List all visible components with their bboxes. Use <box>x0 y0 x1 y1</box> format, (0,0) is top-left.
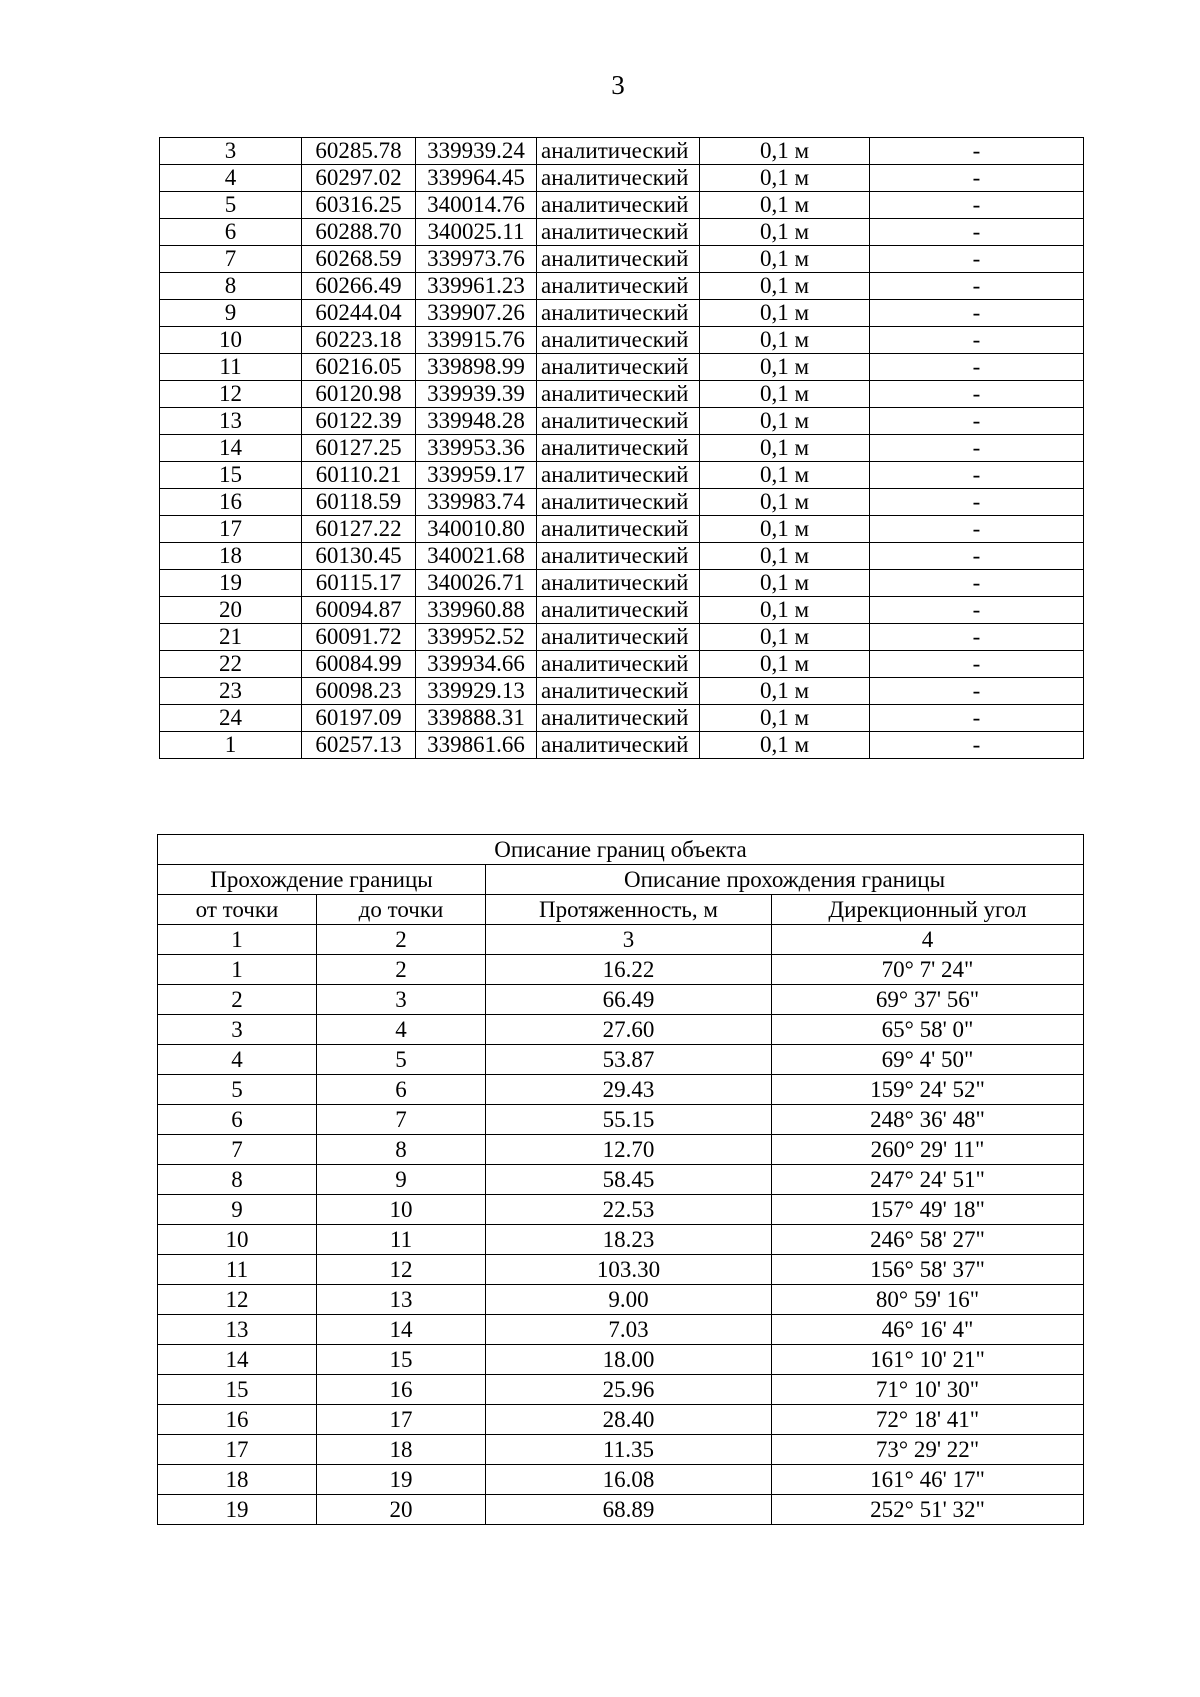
coordinate-row <box>160 219 1084 246</box>
boundary-row <box>158 1195 1084 1225</box>
coord-y: 340014.76 <box>416 192 537 219</box>
boundary-row <box>158 1165 1084 1195</box>
coord-x: 60122.39 <box>302 408 416 435</box>
note: - <box>870 219 1084 246</box>
coord-x: 60268.59 <box>302 246 416 273</box>
to-point: 9 <box>317 1165 486 1195</box>
coord-x: 60118.59 <box>302 489 416 516</box>
note: - <box>870 192 1084 219</box>
boundaries-title: Описание границ объекта <box>158 835 1084 865</box>
to-point: 17 <box>317 1405 486 1435</box>
note: - <box>870 516 1084 543</box>
coord-y: 339929.13 <box>416 678 537 705</box>
point-number: 18 <box>160 543 302 570</box>
to-point: 6 <box>317 1075 486 1105</box>
from-point: 4 <box>158 1045 317 1075</box>
accuracy: 0,1 м <box>700 138 870 165</box>
method: аналитический <box>537 597 700 624</box>
method: аналитический <box>537 705 700 732</box>
segment-length: 58.45 <box>486 1165 772 1195</box>
from-point: 18 <box>158 1465 317 1495</box>
point-number: 17 <box>160 516 302 543</box>
col-length-header: Протяженность, м <box>486 895 772 925</box>
note: - <box>870 651 1084 678</box>
coordinate-row <box>160 165 1084 192</box>
note: - <box>870 381 1084 408</box>
point-number: 22 <box>160 651 302 678</box>
boundary-row <box>158 1255 1084 1285</box>
coord-x: 60285.78 <box>302 138 416 165</box>
note: - <box>870 327 1084 354</box>
coord-x: 60257.13 <box>302 732 416 759</box>
direction-angle: 71° 10' 30" <box>772 1375 1084 1405</box>
coordinate-row <box>160 570 1084 597</box>
segment-length: 9.00 <box>486 1285 772 1315</box>
coordinate-row <box>160 246 1084 273</box>
point-number: 23 <box>160 678 302 705</box>
note: - <box>870 165 1084 192</box>
point-number: 8 <box>160 273 302 300</box>
direction-angle: 246° 58' 27" <box>772 1225 1084 1255</box>
coordinate-row <box>160 543 1084 570</box>
accuracy: 0,1 м <box>700 381 870 408</box>
to-point: 20 <box>317 1495 486 1525</box>
boundary-row <box>158 985 1084 1015</box>
direction-angle: 161° 46' 17" <box>772 1465 1084 1495</box>
direction-angle: 157° 49' 18" <box>772 1195 1084 1225</box>
direction-angle: 260° 29' 11" <box>772 1135 1084 1165</box>
coord-y: 339960.88 <box>416 597 537 624</box>
direction-angle: 161° 10' 21" <box>772 1345 1084 1375</box>
coordinate-row <box>160 408 1084 435</box>
point-number: 6 <box>160 219 302 246</box>
boundary-row <box>158 1225 1084 1255</box>
coordinate-row <box>160 354 1084 381</box>
point-number: 14 <box>160 435 302 462</box>
accuracy: 0,1 м <box>700 570 870 597</box>
coordinate-row <box>160 624 1084 651</box>
method: аналитический <box>537 651 700 678</box>
coordinate-row <box>160 300 1084 327</box>
from-point: 1 <box>158 955 317 985</box>
coord-x: 60127.22 <box>302 516 416 543</box>
boundary-row <box>158 1315 1084 1345</box>
coord-y: 339898.99 <box>416 354 537 381</box>
accuracy: 0,1 м <box>700 165 870 192</box>
from-point: 14 <box>158 1345 317 1375</box>
coordinates-table-body <box>160 138 1084 759</box>
point-number: 15 <box>160 462 302 489</box>
from-point: 16 <box>158 1405 317 1435</box>
method: аналитический <box>537 273 700 300</box>
coord-y: 339959.17 <box>416 462 537 489</box>
from-point: 12 <box>158 1285 317 1315</box>
boundaries-group-header-row <box>158 865 1084 895</box>
accuracy: 0,1 м <box>700 516 870 543</box>
segment-length: 29.43 <box>486 1075 772 1105</box>
direction-angle: 69° 37' 56" <box>772 985 1084 1015</box>
note: - <box>870 543 1084 570</box>
accuracy: 0,1 м <box>700 462 870 489</box>
from-point: 13 <box>158 1315 317 1345</box>
accuracy: 0,1 м <box>700 219 870 246</box>
method: аналитический <box>537 192 700 219</box>
boundary-row <box>158 1375 1084 1405</box>
method: аналитический <box>537 516 700 543</box>
direction-angle: 247° 24' 51" <box>772 1165 1084 1195</box>
col-angle-header: Дирекционный угол <box>772 895 1084 925</box>
direction-angle: 80° 59' 16" <box>772 1285 1084 1315</box>
accuracy: 0,1 м <box>700 624 870 651</box>
from-point: 9 <box>158 1195 317 1225</box>
accuracy: 0,1 м <box>700 408 870 435</box>
method: аналитический <box>537 624 700 651</box>
point-number: 19 <box>160 570 302 597</box>
to-point: 15 <box>317 1345 486 1375</box>
coord-x: 60197.09 <box>302 705 416 732</box>
from-point: 15 <box>158 1375 317 1405</box>
coord-y: 339934.66 <box>416 651 537 678</box>
direction-angle: 65° 58' 0" <box>772 1015 1084 1045</box>
accuracy: 0,1 м <box>700 300 870 327</box>
accuracy: 0,1 м <box>700 489 870 516</box>
coord-x: 60266.49 <box>302 273 416 300</box>
note: - <box>870 462 1084 489</box>
method: аналитический <box>537 435 700 462</box>
segment-length: 18.00 <box>486 1345 772 1375</box>
coord-y: 339952.52 <box>416 624 537 651</box>
boundaries-table-body <box>158 835 1084 1525</box>
segment-length: 27.60 <box>486 1015 772 1045</box>
coordinate-row <box>160 516 1084 543</box>
coord-x: 60115.17 <box>302 570 416 597</box>
coordinate-row <box>160 678 1084 705</box>
segment-length: 53.87 <box>486 1045 772 1075</box>
to-point: 16 <box>317 1375 486 1405</box>
direction-angle: 70° 7' 24" <box>772 955 1084 985</box>
method: аналитический <box>537 732 700 759</box>
coord-y: 339888.31 <box>416 705 537 732</box>
to-point: 4 <box>317 1015 486 1045</box>
passage-header: Прохождение границы <box>158 865 486 895</box>
from-point: 10 <box>158 1225 317 1255</box>
coord-x: 60091.72 <box>302 624 416 651</box>
segment-length: 11.35 <box>486 1435 772 1465</box>
segment-length: 12.70 <box>486 1135 772 1165</box>
boundary-row <box>158 1105 1084 1135</box>
coord-x: 60120.98 <box>302 381 416 408</box>
direction-angle: 69° 4' 50" <box>772 1045 1084 1075</box>
segment-length: 16.22 <box>486 955 772 985</box>
direction-angle: 73° 29' 22" <box>772 1435 1084 1465</box>
boundaries-title-row <box>158 835 1084 865</box>
note: - <box>870 408 1084 435</box>
to-point: 10 <box>317 1195 486 1225</box>
method: аналитический <box>537 219 700 246</box>
boundary-row <box>158 1045 1084 1075</box>
point-number: 1 <box>160 732 302 759</box>
method: аналитический <box>537 300 700 327</box>
coord-y: 339948.28 <box>416 408 537 435</box>
coord-y: 340010.80 <box>416 516 537 543</box>
method: аналитический <box>537 408 700 435</box>
note: - <box>870 570 1084 597</box>
coord-x: 60288.70 <box>302 219 416 246</box>
method: аналитический <box>537 489 700 516</box>
segment-length: 28.40 <box>486 1405 772 1435</box>
note: - <box>870 678 1084 705</box>
from-point: 19 <box>158 1495 317 1525</box>
boundaries-column-number-row <box>158 925 1084 955</box>
note: - <box>870 597 1084 624</box>
point-number: 24 <box>160 705 302 732</box>
coord-y: 339964.45 <box>416 165 537 192</box>
coordinate-row <box>160 327 1084 354</box>
coordinate-row <box>160 489 1084 516</box>
point-number: 21 <box>160 624 302 651</box>
boundary-row <box>158 1465 1084 1495</box>
coord-x: 60094.87 <box>302 597 416 624</box>
to-point: 8 <box>317 1135 486 1165</box>
segment-length: 7.03 <box>486 1315 772 1345</box>
note: - <box>870 624 1084 651</box>
accuracy: 0,1 м <box>700 651 870 678</box>
to-point: 13 <box>317 1285 486 1315</box>
to-point: 18 <box>317 1435 486 1465</box>
accuracy: 0,1 м <box>700 597 870 624</box>
accuracy: 0,1 м <box>700 678 870 705</box>
col-to-header: до точки <box>317 895 486 925</box>
note: - <box>870 732 1084 759</box>
point-number: 20 <box>160 597 302 624</box>
accuracy: 0,1 м <box>700 192 870 219</box>
direction-angle: 159° 24' 52" <box>772 1075 1084 1105</box>
to-point: 7 <box>317 1105 486 1135</box>
boundaries-column-header-row <box>158 895 1084 925</box>
coordinate-row <box>160 435 1084 462</box>
to-point: 19 <box>317 1465 486 1495</box>
coord-y: 339953.36 <box>416 435 537 462</box>
coordinate-row <box>160 651 1084 678</box>
from-point: 6 <box>158 1105 317 1135</box>
segment-length: 18.23 <box>486 1225 772 1255</box>
from-point: 11 <box>158 1255 317 1285</box>
segment-length: 68.89 <box>486 1495 772 1525</box>
boundary-row <box>158 1015 1084 1045</box>
direction-angle: 252° 51' 32" <box>772 1495 1084 1525</box>
point-number: 12 <box>160 381 302 408</box>
method: аналитический <box>537 570 700 597</box>
direction-angle: 46° 16' 4" <box>772 1315 1084 1345</box>
boundary-row <box>158 1435 1084 1465</box>
coord-y: 339939.24 <box>416 138 537 165</box>
point-number: 10 <box>160 327 302 354</box>
col-number: 1 <box>158 925 317 955</box>
coord-x: 60223.18 <box>302 327 416 354</box>
direction-angle: 156° 58' 37" <box>772 1255 1084 1285</box>
point-number: 16 <box>160 489 302 516</box>
method: аналитический <box>537 165 700 192</box>
method: аналитический <box>537 354 700 381</box>
note: - <box>870 354 1084 381</box>
point-number: 5 <box>160 192 302 219</box>
coordinate-row <box>160 381 1084 408</box>
note: - <box>870 138 1084 165</box>
coord-y: 340021.68 <box>416 543 537 570</box>
to-point: 14 <box>317 1315 486 1345</box>
method: аналитический <box>537 462 700 489</box>
accuracy: 0,1 м <box>700 543 870 570</box>
accuracy: 0,1 м <box>700 705 870 732</box>
accuracy: 0,1 м <box>700 732 870 759</box>
coordinates-table <box>159 137 1084 759</box>
coord-x: 60110.21 <box>302 462 416 489</box>
note: - <box>870 300 1084 327</box>
col-number: 4 <box>772 925 1084 955</box>
to-point: 12 <box>317 1255 486 1285</box>
direction-angle: 72° 18' 41" <box>772 1405 1084 1435</box>
col-number: 2 <box>317 925 486 955</box>
segment-length: 103.30 <box>486 1255 772 1285</box>
to-point: 5 <box>317 1045 486 1075</box>
boundary-row <box>158 1075 1084 1105</box>
segment-length: 16.08 <box>486 1465 772 1495</box>
coord-x: 60244.04 <box>302 300 416 327</box>
col-number: 3 <box>486 925 772 955</box>
direction-angle: 248° 36' 48" <box>772 1105 1084 1135</box>
from-point: 17 <box>158 1435 317 1465</box>
accuracy: 0,1 м <box>700 435 870 462</box>
coord-x: 60084.99 <box>302 651 416 678</box>
method: аналитический <box>537 327 700 354</box>
boundary-row <box>158 955 1084 985</box>
coordinate-row <box>160 732 1084 759</box>
accuracy: 0,1 м <box>700 273 870 300</box>
coord-y: 340025.11 <box>416 219 537 246</box>
to-point: 3 <box>317 985 486 1015</box>
accuracy: 0,1 м <box>700 327 870 354</box>
page-number: 3 <box>611 70 625 100</box>
boundaries-table <box>157 834 1084 1525</box>
point-number: 7 <box>160 246 302 273</box>
method: аналитический <box>537 381 700 408</box>
coord-y: 339907.26 <box>416 300 537 327</box>
segment-length: 66.49 <box>486 985 772 1015</box>
col-from-header: от точки <box>158 895 317 925</box>
from-point: 5 <box>158 1075 317 1105</box>
description-header: Описание прохождения границы <box>486 865 1084 895</box>
coord-y: 339961.23 <box>416 273 537 300</box>
coord-x: 60216.05 <box>302 354 416 381</box>
coord-x: 60127.25 <box>302 435 416 462</box>
segment-length: 55.15 <box>486 1105 772 1135</box>
coordinate-row <box>160 273 1084 300</box>
from-point: 7 <box>158 1135 317 1165</box>
note: - <box>870 435 1084 462</box>
from-point: 2 <box>158 985 317 1015</box>
accuracy: 0,1 м <box>700 354 870 381</box>
boundary-row <box>158 1495 1084 1525</box>
boundary-row <box>158 1135 1084 1165</box>
coord-y: 339861.66 <box>416 732 537 759</box>
coord-x: 60297.02 <box>302 165 416 192</box>
boundary-row <box>158 1405 1084 1435</box>
note: - <box>870 273 1084 300</box>
coordinate-row <box>160 138 1084 165</box>
coordinate-row <box>160 597 1084 624</box>
note: - <box>870 246 1084 273</box>
method: аналитический <box>537 246 700 273</box>
point-number: 4 <box>160 165 302 192</box>
from-point: 3 <box>158 1015 317 1045</box>
coord-y: 339983.74 <box>416 489 537 516</box>
coord-x: 60098.23 <box>302 678 416 705</box>
boundary-row <box>158 1345 1084 1375</box>
boundary-row <box>158 1285 1084 1315</box>
accuracy: 0,1 м <box>700 246 870 273</box>
coordinate-row <box>160 462 1084 489</box>
point-number: 11 <box>160 354 302 381</box>
coordinate-row <box>160 705 1084 732</box>
coord-x: 60130.45 <box>302 543 416 570</box>
note: - <box>870 705 1084 732</box>
coordinate-row <box>160 192 1084 219</box>
method: аналитический <box>537 138 700 165</box>
coord-y: 340026.71 <box>416 570 537 597</box>
point-number: 3 <box>160 138 302 165</box>
to-point: 2 <box>317 955 486 985</box>
note: - <box>870 489 1084 516</box>
coord-y: 339915.76 <box>416 327 537 354</box>
to-point: 11 <box>317 1225 486 1255</box>
point-number: 13 <box>160 408 302 435</box>
coord-y: 339939.39 <box>416 381 537 408</box>
segment-length: 22.53 <box>486 1195 772 1225</box>
method: аналитический <box>537 678 700 705</box>
point-number: 9 <box>160 300 302 327</box>
from-point: 8 <box>158 1165 317 1195</box>
method: аналитический <box>537 543 700 570</box>
coord-x: 60316.25 <box>302 192 416 219</box>
coord-y: 339973.76 <box>416 246 537 273</box>
segment-length: 25.96 <box>486 1375 772 1405</box>
